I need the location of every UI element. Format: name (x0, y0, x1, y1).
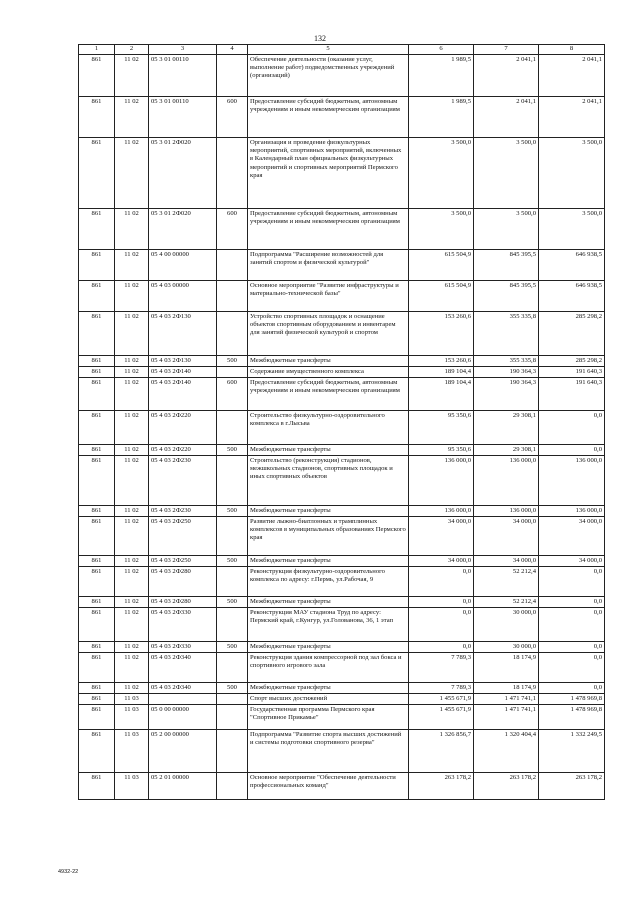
amount-col6-cell: 1 455 671,9 (409, 705, 474, 730)
section-code-cell: 11 02 (115, 567, 149, 597)
amount-col6-cell: 1 989,5 (409, 97, 474, 138)
section-code-cell: 11 02 (115, 250, 149, 281)
amount-col8-cell: 285 298,2 (539, 356, 605, 367)
expense-type-cell: 500 (217, 445, 248, 456)
section-code-cell: 11 02 (115, 556, 149, 567)
article-code-cell: 05 4 03 2Ф220 (149, 411, 217, 445)
item-name-cell: Межбюджетные трансферты (248, 597, 409, 608)
expense-type-cell: 600 (217, 97, 248, 138)
section-code-cell: 11 03 (115, 694, 149, 705)
expense-type-cell (217, 312, 248, 356)
article-code-cell: 05 4 03 00000 (149, 281, 217, 312)
admin-code-cell: 861 (79, 730, 115, 773)
amount-col7-cell: 136 000,0 (474, 456, 539, 506)
amount-col6-cell: 189 104,4 (409, 378, 474, 411)
article-code-cell: 05 4 03 2Ф130 (149, 312, 217, 356)
table-row (79, 653, 605, 683)
amount-col8-cell: 1 478 969,8 (539, 694, 605, 705)
article-code-cell: 05 4 03 2Ф230 (149, 506, 217, 517)
amount-col8-cell: 0,0 (539, 608, 605, 642)
section-code-cell: 11 02 (115, 55, 149, 97)
amount-col8-cell: 2 041,1 (539, 55, 605, 97)
amount-col7-cell: 136 000,0 (474, 506, 539, 517)
table-row (79, 556, 605, 567)
section-code-cell: 11 02 (115, 367, 149, 378)
table-row (79, 411, 605, 445)
amount-col7-cell: 52 212,4 (474, 567, 539, 597)
amount-col8-cell: 191 640,3 (539, 367, 605, 378)
item-name-cell: Предоставление субсидий бюджетным, автономным учреждениям и иным некоммерческим организациям (248, 378, 409, 411)
amount-col6-cell: 1 455 671,9 (409, 694, 474, 705)
table-row (79, 567, 605, 597)
article-code-cell: 05 4 03 2Ф140 (149, 378, 217, 411)
table-row (79, 642, 605, 653)
table-row (79, 597, 605, 608)
article-code-cell: 05 4 03 2Ф280 (149, 567, 217, 597)
column-number: 6 (409, 45, 474, 55)
amount-col7-cell: 52 212,4 (474, 597, 539, 608)
article-code-cell: 05 4 03 2Ф140 (149, 367, 217, 378)
item-name-cell: Строительство физкультурно-оздоровительного комплекса в г.Лысьва (248, 411, 409, 445)
admin-code-cell: 861 (79, 281, 115, 312)
expense-type-cell (217, 367, 248, 378)
admin-code-cell: 861 (79, 517, 115, 556)
amount-col8-cell: 1 478 969,8 (539, 705, 605, 730)
expense-type-cell: 500 (217, 506, 248, 517)
article-code-cell: 05 2 01 00000 (149, 773, 217, 800)
amount-col6-cell: 0,0 (409, 642, 474, 653)
amount-col6-cell: 1 326 856,7 (409, 730, 474, 773)
expense-type-cell: 500 (217, 642, 248, 653)
item-name-cell: Организация и проведение физкультурных мероприятий, спортивных мероприятий, включенных в Календарный план официальных физкультурных мероприятий и спортивных мероприятий Пермского края (248, 138, 409, 209)
item-name-cell: Подпрограмма "Расширение возможностей для занятий спортом и физической культурой" (248, 250, 409, 281)
section-code-cell: 11 02 (115, 506, 149, 517)
expense-type-cell (217, 138, 248, 209)
amount-col7-cell: 30 000,0 (474, 608, 539, 642)
column-number: 2 (115, 45, 149, 55)
admin-code-cell: 861 (79, 97, 115, 138)
table-row (79, 506, 605, 517)
expense-type-cell: 500 (217, 556, 248, 567)
expense-type-cell: 500 (217, 683, 248, 694)
amount-col7-cell: 1 320 404,4 (474, 730, 539, 773)
admin-code-cell: 861 (79, 694, 115, 705)
amount-col8-cell: 34 000,0 (539, 517, 605, 556)
item-name-cell: Строительство (реконструкция) стадионов, межшкольных стадионов, спортивных площадок и иных спортивных объектов (248, 456, 409, 506)
article-code-cell: 05 4 03 2Ф330 (149, 608, 217, 642)
amount-col6-cell: 136 000,0 (409, 456, 474, 506)
column-number: 1 (79, 45, 115, 55)
section-code-cell: 11 02 (115, 608, 149, 642)
amount-col7-cell: 190 364,3 (474, 378, 539, 411)
amount-col6-cell: 189 104,4 (409, 367, 474, 378)
section-code-cell: 11 03 (115, 773, 149, 800)
item-name-cell: Межбюджетные трансферты (248, 556, 409, 567)
amount-col8-cell: 136 000,0 (539, 506, 605, 517)
amount-col7-cell: 30 000,0 (474, 642, 539, 653)
table-row (79, 730, 605, 773)
amount-col8-cell: 0,0 (539, 642, 605, 653)
item-name-cell: Подпрограмма "Развитие спорта высших достижений и системы подготовки спортивного резерва" (248, 730, 409, 773)
table-row (79, 367, 605, 378)
admin-code-cell: 861 (79, 445, 115, 456)
admin-code-cell: 861 (79, 597, 115, 608)
expense-type-cell (217, 730, 248, 773)
amount-col7-cell: 3 500,0 (474, 138, 539, 209)
amount-col8-cell: 3 500,0 (539, 138, 605, 209)
expense-type-cell (217, 55, 248, 97)
section-code-cell: 11 03 (115, 705, 149, 730)
expense-type-cell: 600 (217, 209, 248, 250)
item-name-cell: Устройство спортивных площадок и оснащение объектов спортивным оборудованием и инвентарем для занятий физической культурой и спортом (248, 312, 409, 356)
item-name-cell: Межбюджетные трансферты (248, 642, 409, 653)
item-name-cell: Реконструкция МАУ стадиона Труд по адресу: Пермский край, г.Кунгур, ул.Голованова, 36, 1 этап (248, 608, 409, 642)
expense-type-cell (217, 250, 248, 281)
admin-code-cell: 861 (79, 773, 115, 800)
admin-code-cell: 861 (79, 642, 115, 653)
expense-type-cell (217, 608, 248, 642)
item-name-cell: Содержание имущественного комплекса (248, 367, 409, 378)
amount-col7-cell: 2 041,1 (474, 55, 539, 97)
section-code-cell: 11 02 (115, 683, 149, 694)
amount-col6-cell: 153 260,6 (409, 312, 474, 356)
item-name-cell: Реконструкция физкультурно-оздоровительного комплекса по адресу: г.Пермь, ул.Рабочая, 9 (248, 567, 409, 597)
amount-col7-cell: 29 308,1 (474, 411, 539, 445)
admin-code-cell: 861 (79, 209, 115, 250)
article-code-cell: 05 4 03 2Ф250 (149, 517, 217, 556)
section-code-cell: 11 02 (115, 97, 149, 138)
expense-type-cell (217, 694, 248, 705)
amount-col6-cell: 0,0 (409, 608, 474, 642)
page-number: 132 (314, 34, 326, 43)
article-code-cell: 05 4 03 2Ф340 (149, 653, 217, 683)
section-code-cell: 11 02 (115, 456, 149, 506)
amount-col8-cell: 0,0 (539, 683, 605, 694)
budget-table (78, 44, 605, 800)
article-code-cell: 05 4 00 00000 (149, 250, 217, 281)
amount-col8-cell: 263 178,2 (539, 773, 605, 800)
admin-code-cell: 861 (79, 356, 115, 367)
admin-code-cell: 861 (79, 312, 115, 356)
table-row (79, 55, 605, 97)
article-code-cell: 05 2 00 00000 (149, 730, 217, 773)
amount-col8-cell: 1 332 249,5 (539, 730, 605, 773)
article-code-cell: 05 3 01 2Ф020 (149, 138, 217, 209)
amount-col7-cell: 3 500,0 (474, 209, 539, 250)
document-code: 4932-22 (58, 869, 79, 875)
item-name-cell: Основное мероприятие "Обеспечение деятельности профессиональных команд" (248, 773, 409, 800)
admin-code-cell: 861 (79, 567, 115, 597)
table-row (79, 773, 605, 800)
table-row (79, 694, 605, 705)
expense-type-cell (217, 567, 248, 597)
amount-col6-cell: 0,0 (409, 597, 474, 608)
amount-col8-cell: 285 298,2 (539, 312, 605, 356)
article-code-cell: 05 0 00 00000 (149, 705, 217, 730)
amount-col8-cell: 0,0 (539, 567, 605, 597)
table-row (79, 356, 605, 367)
article-code-cell: 05 3 01 00110 (149, 55, 217, 97)
column-number: 8 (539, 45, 605, 55)
amount-col8-cell: 646 938,5 (539, 250, 605, 281)
amount-col7-cell: 18 174,9 (474, 653, 539, 683)
expense-type-cell: 600 (217, 378, 248, 411)
table-row (79, 281, 605, 312)
amount-col8-cell: 3 500,0 (539, 209, 605, 250)
table-row (79, 97, 605, 138)
admin-code-cell: 861 (79, 378, 115, 411)
expense-type-cell (217, 456, 248, 506)
article-code-cell: 05 4 03 2Ф130 (149, 356, 217, 367)
amount-col8-cell: 136 000,0 (539, 456, 605, 506)
item-name-cell: Государственная программа Пермского края "Спортивное Прикамье" (248, 705, 409, 730)
amount-col8-cell: 0,0 (539, 411, 605, 445)
amount-col8-cell: 646 938,5 (539, 281, 605, 312)
table-row (79, 456, 605, 506)
table-row (79, 608, 605, 642)
item-name-cell: Реконструкция здания компрессорной под зал бокса и спортивного игрового зала (248, 653, 409, 683)
column-number: 3 (149, 45, 217, 55)
section-code-cell: 11 02 (115, 597, 149, 608)
section-code-cell: 11 02 (115, 378, 149, 411)
item-name-cell: Межбюджетные трансферты (248, 506, 409, 517)
amount-col7-cell: 355 335,8 (474, 356, 539, 367)
amount-col8-cell: 0,0 (539, 653, 605, 683)
article-code-cell: 05 3 01 00110 (149, 97, 217, 138)
section-code-cell: 11 02 (115, 411, 149, 445)
expense-type-cell (217, 517, 248, 556)
table-row (79, 378, 605, 411)
amount-col7-cell: 263 178,2 (474, 773, 539, 800)
amount-col6-cell: 615 504,9 (409, 250, 474, 281)
column-number: 7 (474, 45, 539, 55)
section-code-cell: 11 02 (115, 209, 149, 250)
amount-col7-cell: 845 395,5 (474, 250, 539, 281)
amount-col6-cell: 3 500,0 (409, 138, 474, 209)
admin-code-cell: 861 (79, 683, 115, 694)
amount-col7-cell: 1 471 741,1 (474, 694, 539, 705)
table-row (79, 517, 605, 556)
amount-col6-cell: 7 789,3 (409, 683, 474, 694)
amount-col6-cell: 34 000,0 (409, 517, 474, 556)
admin-code-cell: 861 (79, 367, 115, 378)
amount-col7-cell: 34 000,0 (474, 556, 539, 567)
admin-code-cell: 861 (79, 138, 115, 209)
admin-code-cell: 861 (79, 55, 115, 97)
amount-col7-cell: 2 041,1 (474, 97, 539, 138)
amount-col6-cell: 34 000,0 (409, 556, 474, 567)
amount-col6-cell: 7 789,3 (409, 653, 474, 683)
section-code-cell: 11 02 (115, 356, 149, 367)
column-number: 5 (248, 45, 409, 55)
table-row (79, 312, 605, 356)
amount-col6-cell: 95 350,6 (409, 411, 474, 445)
amount-col7-cell: 355 335,8 (474, 312, 539, 356)
section-code-cell: 11 02 (115, 445, 149, 456)
item-name-cell: Спорт высших достижений (248, 694, 409, 705)
admin-code-cell: 861 (79, 556, 115, 567)
amount-col6-cell: 0,0 (409, 567, 474, 597)
amount-col6-cell: 95 350,6 (409, 445, 474, 456)
table-row (79, 683, 605, 694)
amount-col6-cell: 263 178,2 (409, 773, 474, 800)
amount-col7-cell: 845 395,5 (474, 281, 539, 312)
section-code-cell: 11 02 (115, 312, 149, 356)
amount-col8-cell: 2 041,1 (539, 97, 605, 138)
article-code-cell: 05 4 03 2Ф230 (149, 456, 217, 506)
amount-col6-cell: 153 260,6 (409, 356, 474, 367)
admin-code-cell: 861 (79, 456, 115, 506)
item-name-cell: Межбюджетные трансферты (248, 683, 409, 694)
article-code-cell: 05 4 03 2Ф330 (149, 642, 217, 653)
item-name-cell: Предоставление субсидий бюджетным, автономным учреждениям и иным некоммерческим организациям (248, 97, 409, 138)
article-code-cell: 05 4 03 2Ф220 (149, 445, 217, 456)
column-number: 4 (217, 45, 248, 55)
admin-code-cell: 861 (79, 506, 115, 517)
item-name-cell: Межбюджетные трансферты (248, 356, 409, 367)
admin-code-cell: 861 (79, 411, 115, 445)
table-row (79, 209, 605, 250)
amount-col7-cell: 34 000,0 (474, 517, 539, 556)
expense-type-cell: 500 (217, 356, 248, 367)
amount-col6-cell: 615 504,9 (409, 281, 474, 312)
table-row (79, 250, 605, 281)
amount-col7-cell: 1 471 741,1 (474, 705, 539, 730)
amount-col6-cell: 3 500,0 (409, 209, 474, 250)
expense-type-cell (217, 281, 248, 312)
amount-col8-cell: 0,0 (539, 445, 605, 456)
article-code-cell: 05 4 03 2Ф280 (149, 597, 217, 608)
amount-col6-cell: 136 000,0 (409, 506, 474, 517)
section-code-cell: 11 02 (115, 517, 149, 556)
admin-code-cell: 861 (79, 608, 115, 642)
amount-col7-cell: 190 364,3 (474, 367, 539, 378)
amount-col7-cell: 18 174,9 (474, 683, 539, 694)
amount-col6-cell: 1 989,5 (409, 55, 474, 97)
article-code-cell: 05 4 03 2Ф250 (149, 556, 217, 567)
section-code-cell: 11 02 (115, 138, 149, 209)
table-row (79, 445, 605, 456)
section-code-cell: 11 02 (115, 653, 149, 683)
admin-code-cell: 861 (79, 653, 115, 683)
item-name-cell: Основное мероприятие "Развитие инфраструктуры и материально-технической базы" (248, 281, 409, 312)
article-code-cell: 05 4 03 2Ф340 (149, 683, 217, 694)
amount-col7-cell: 29 308,1 (474, 445, 539, 456)
section-code-cell: 11 02 (115, 642, 149, 653)
column-number-row (79, 45, 605, 55)
article-code-cell: 05 3 01 2Ф020 (149, 209, 217, 250)
amount-col8-cell: 191 640,3 (539, 378, 605, 411)
expense-type-cell (217, 411, 248, 445)
expense-type-cell (217, 773, 248, 800)
expense-type-cell (217, 705, 248, 730)
table-row (79, 138, 605, 209)
amount-col8-cell: 34 000,0 (539, 556, 605, 567)
item-name-cell: Предоставление субсидий бюджетным, автономным учреждениям и иным некоммерческим организациям (248, 209, 409, 250)
expense-type-cell (217, 653, 248, 683)
expense-type-cell: 500 (217, 597, 248, 608)
admin-code-cell: 861 (79, 250, 115, 281)
item-name-cell: Межбюджетные трансферты (248, 445, 409, 456)
item-name-cell: Обеспечение деятельности (оказание услуг, выполнение работ) подведомственных учреждений (организаций) (248, 55, 409, 97)
amount-col8-cell: 0,0 (539, 597, 605, 608)
section-code-cell: 11 03 (115, 730, 149, 773)
table-body (79, 55, 605, 800)
item-name-cell: Развитие лыжно-биатлонных и трамплинных комплексов в муниципальных образованиях Пермского края (248, 517, 409, 556)
article-code-cell (149, 694, 217, 705)
table-row (79, 705, 605, 730)
section-code-cell: 11 02 (115, 281, 149, 312)
admin-code-cell: 861 (79, 705, 115, 730)
